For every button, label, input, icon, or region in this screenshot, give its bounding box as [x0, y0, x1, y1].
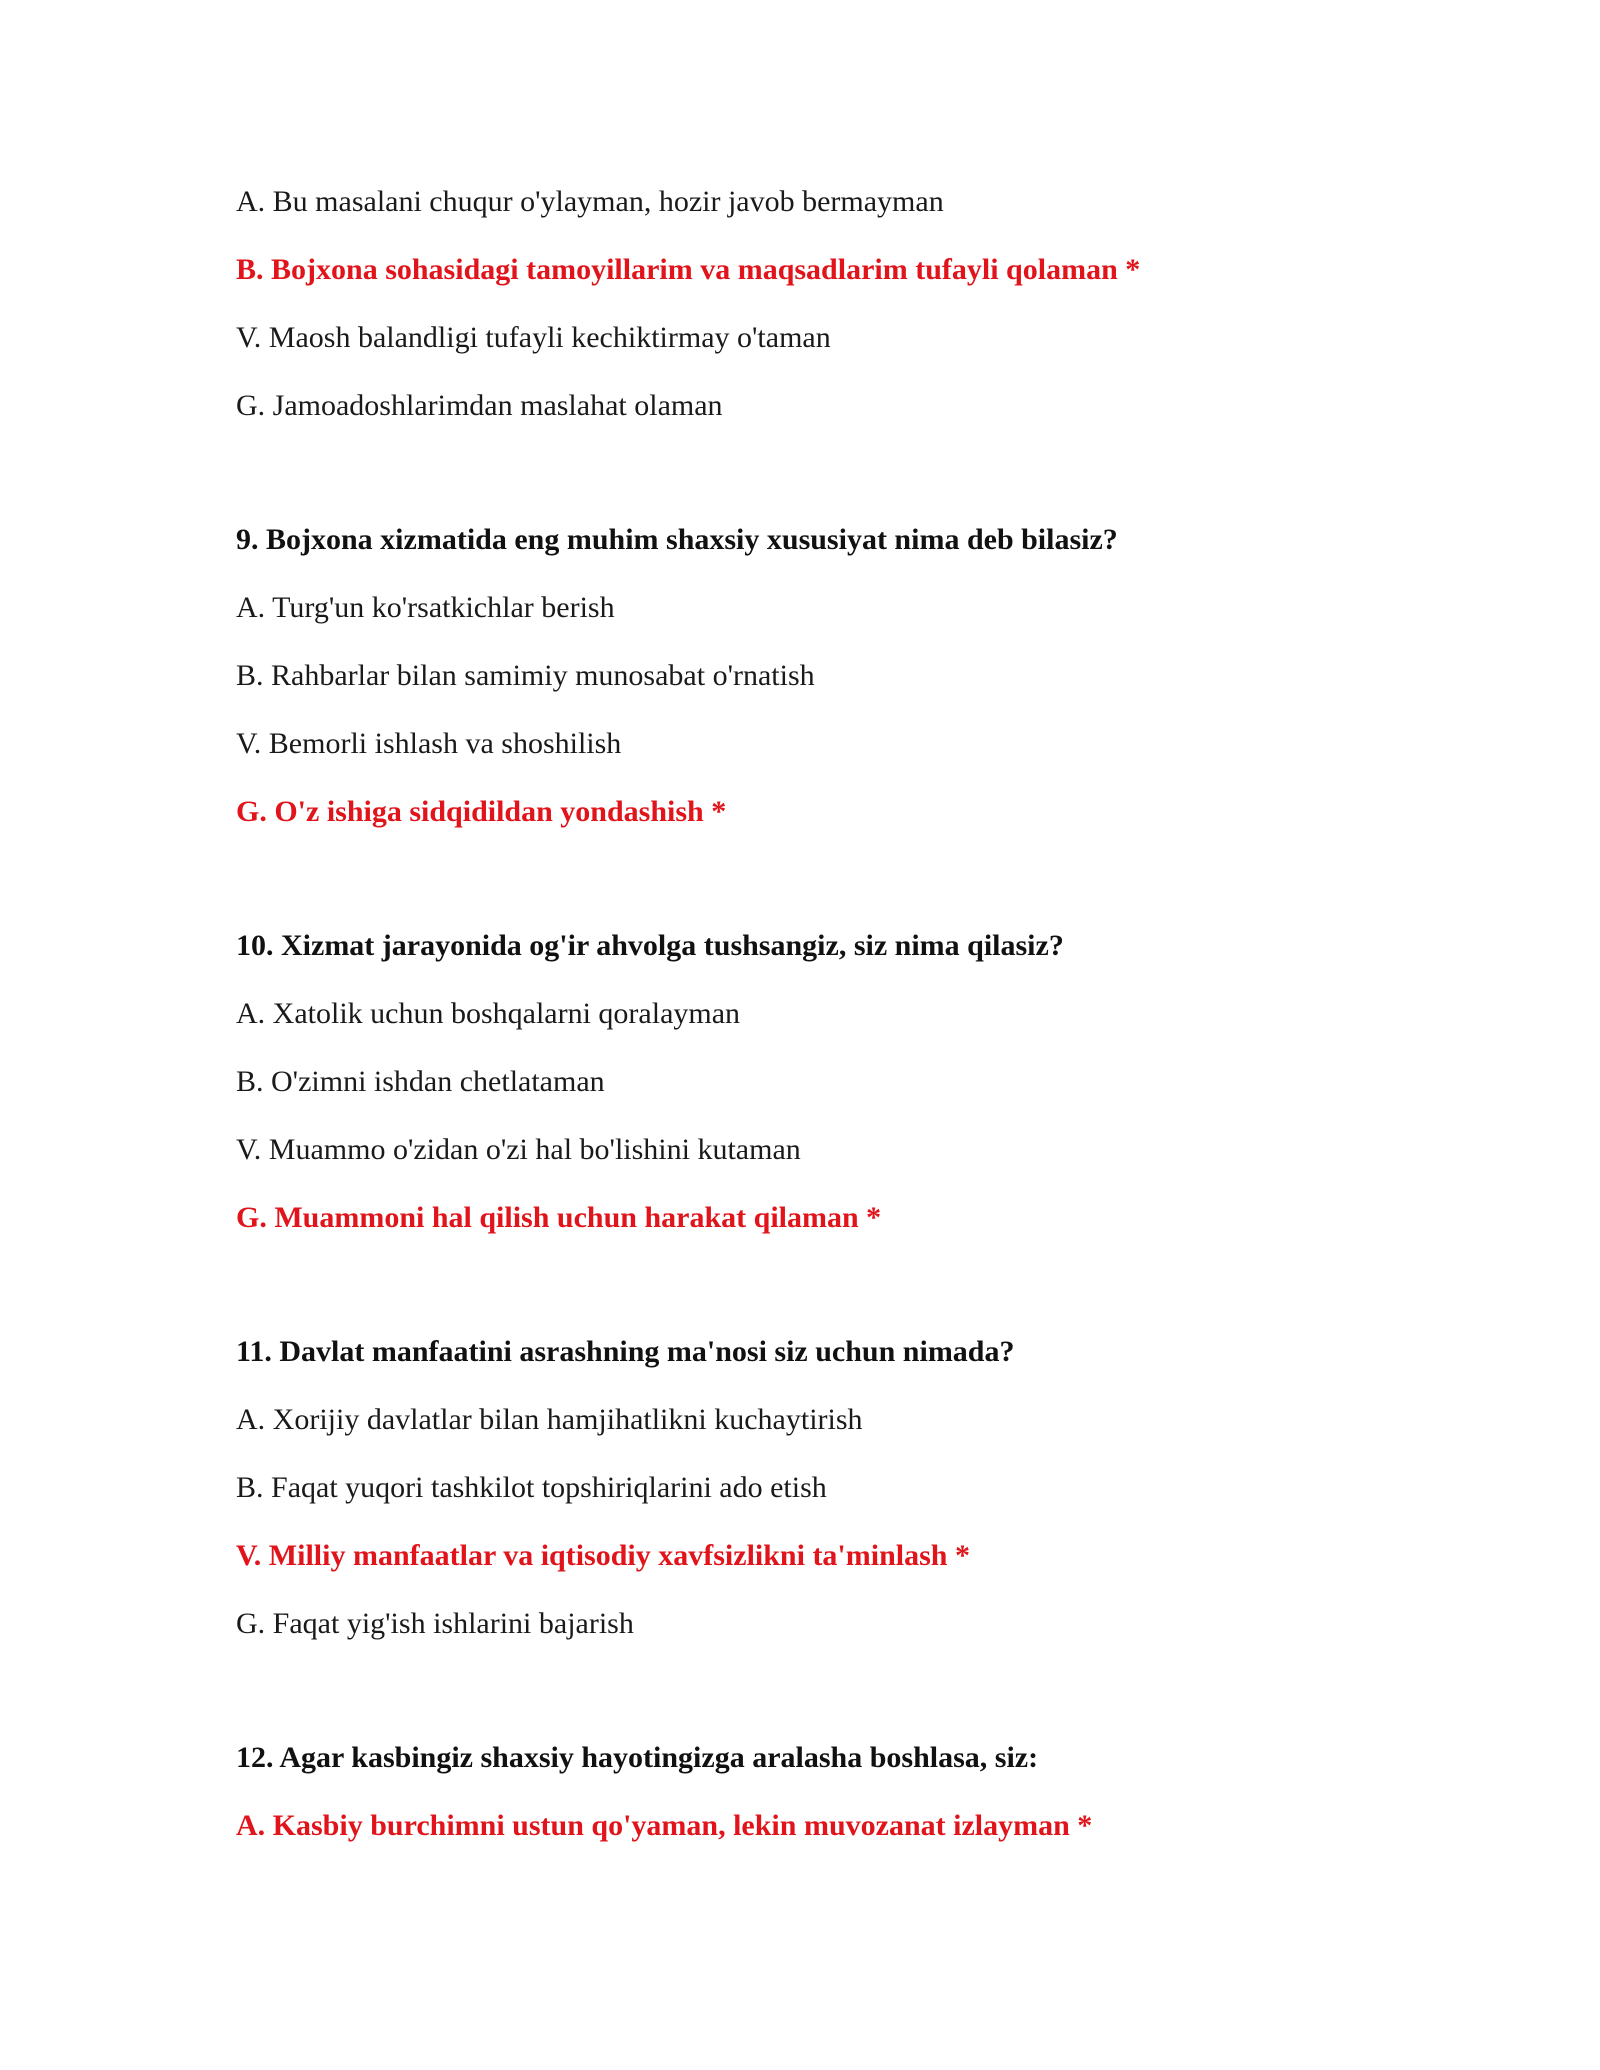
answer-option: B. Faqat yuqori tashkilot topshiriqlarini ado etish: [236, 1471, 827, 1504]
answer-option: A. Bu masalani chuqur o'ylayman, hozir javob bermayman: [236, 185, 944, 218]
correct-answer-option: A. Kasbiy burchimni ustun qo'yaman, lekin muvozanat izlayman *: [236, 1809, 1093, 1842]
correct-answer-option: B. Bojxona sohasidagi tamoyillarim va maqsadlarim tufayli qolaman *: [236, 253, 1141, 286]
question-spacer: [236, 1672, 1436, 1738]
answer-option: B. O'zimni ishdan chetlataman: [236, 1065, 605, 1098]
answer-option: A. Xatolik uchun boshqalarni qoralayman: [236, 997, 741, 1030]
question-spacer: [236, 454, 1436, 520]
answer-option: G. Faqat yig'ish ishlarini bajarish: [236, 1607, 634, 1640]
answer-option: G. Jamoadoshlarimdan maslahat olaman: [236, 389, 723, 422]
question-title: 12. Agar kasbingiz shaxsiy hayotingizga aralasha boshlasa, siz:: [236, 1741, 1039, 1774]
question-title: 9. Bojxona xizmatida eng muhim shaxsiy xususiyat nima deb bilasiz?: [236, 523, 1118, 556]
correct-answer-option: V. Milliy manfaatlar va iqtisodiy xavfsizlikni ta'minlash *: [236, 1539, 970, 1572]
answer-option: A. Xorijiy davlatlar bilan hamjihatlikni kuchaytirish: [236, 1403, 863, 1436]
question-spacer: [236, 860, 1436, 926]
answer-option: V. Bemorli ishlash va shoshilish: [236, 727, 622, 760]
question-title: 10. Xizmat jarayonida og'ir ahvolga tushsangiz, siz nima qilasiz?: [236, 929, 1064, 962]
correct-answer-option: G. O'z ishiga sidqidildan yondashish *: [236, 795, 727, 828]
answer-option: A. Turg'un ko'rsatkichlar berish: [236, 591, 615, 624]
answer-option: B. Rahbarlar bilan samimiy munosabat o'rnatish: [236, 659, 815, 692]
answer-option: V. Maosh balandligi tufayli kechiktirmay o'taman: [236, 321, 831, 354]
question-title: 11. Davlat manfaatini asrashning ma'nosi siz uchun nimada?: [236, 1335, 1015, 1368]
answer-option: V. Muammo o'zidan o'zi hal bo'lishini kutaman: [236, 1133, 801, 1166]
correct-answer-option: G. Muammoni hal qilish uchun harakat qilaman *: [236, 1201, 882, 1234]
quiz-content: [236, 182, 1436, 1874]
question-spacer: [236, 1266, 1436, 1332]
